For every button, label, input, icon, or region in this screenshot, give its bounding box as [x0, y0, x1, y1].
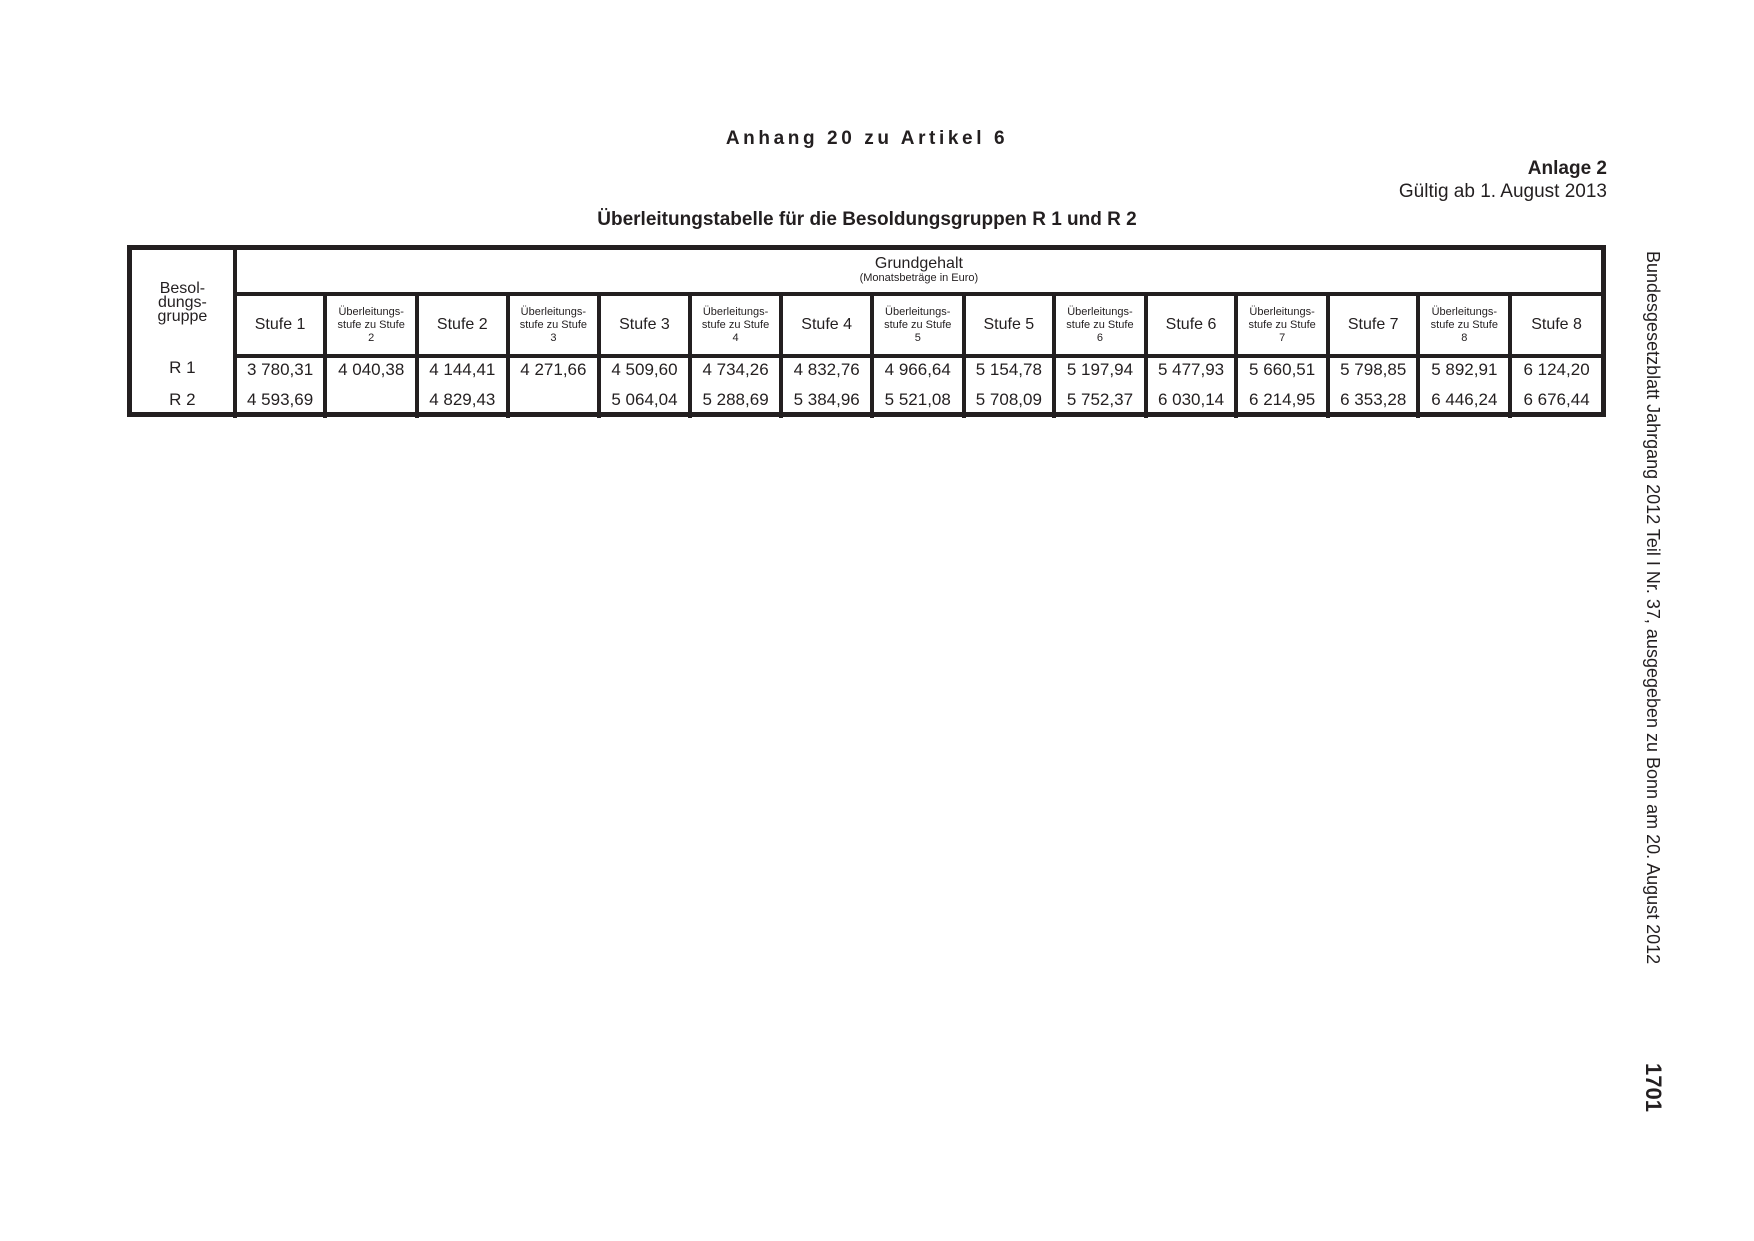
salary-cell: 4 832,76 [781, 356, 872, 390]
transition-stage-header [690, 294, 782, 356]
transition-header-line: 8 [1461, 331, 1468, 344]
gazette-reference: Bundesgesetzblatt Jahrgang 2012 Teil I Nr. 37, ausgegeben zu Bonn am 20. August 2012 [1643, 251, 1663, 965]
validity-date: Gültig ab 1. August 2013 [1398, 181, 1607, 202]
transition-stage-header [872, 294, 964, 356]
transition-header-line: stufe zu Stufe [337, 318, 405, 331]
transition-header-line: Überleitungs- [1067, 305, 1133, 318]
salary-cell: 6 030,14 [1146, 390, 1237, 418]
stufe-header: Stufe 5 [964, 294, 1055, 356]
group-cell: R 2 [169, 390, 196, 409]
transition-header-line: stufe zu Stufe [1066, 318, 1134, 331]
grundgehalt-subtitle: (Monatsbeträge in Euro) [859, 272, 979, 284]
transition-header-line: 3 [550, 331, 557, 344]
salary-cell: 6 676,44 [1510, 390, 1601, 418]
transition-header-line: Überleitungs- [702, 305, 769, 318]
salary-cell: 5 288,69 [690, 390, 782, 418]
group-header-line: dungs- [157, 294, 207, 311]
transition-header-line: stufe zu Stufe [1248, 318, 1316, 331]
salary-cell: 4 271,66 [508, 356, 600, 390]
transition-stage-header [1236, 294, 1328, 356]
transition-header-line: 7 [1279, 331, 1286, 344]
salary-cell: 5 384,96 [781, 390, 872, 418]
salary-cell: 4 040,38 [325, 356, 417, 390]
transition-table [127, 245, 1606, 417]
grundgehalt-header [235, 250, 1601, 294]
salary-cell: 4 734,26 [690, 356, 782, 390]
salary-cell: 4 593,69 [235, 390, 326, 418]
stufe-header: Stufe 2 [417, 294, 508, 356]
group-header-line: gruppe [157, 308, 208, 325]
salary-cell: 4 509,60 [599, 356, 690, 390]
salary-cell: 5 708,09 [964, 390, 1055, 418]
transition-stage-header [325, 294, 417, 356]
salary-cell: 5 197,94 [1054, 356, 1146, 390]
transition-header-line: stufe zu Stufe [884, 318, 952, 331]
salary-cell: 4 966,64 [872, 356, 964, 390]
transition-header-line: Überleitungs- [1431, 305, 1498, 318]
table-row [132, 356, 1601, 390]
stufe-header: Stufe 4 [781, 294, 872, 356]
salary-cell: 6 446,24 [1418, 390, 1510, 418]
table-title: Überleitungstabelle für die Besoldungsgruppen R 1 und R 2 [597, 209, 1137, 230]
transition-header-line: Überleitungs- [338, 305, 404, 318]
table-row [132, 390, 1601, 418]
salary-cell [325, 390, 417, 418]
page-number: 1701 [1641, 1063, 1666, 1112]
salary-cell: 4 829,43 [417, 390, 508, 418]
group-header-line: Besol- [159, 280, 206, 297]
stufe-header: Stufe 7 [1328, 294, 1419, 356]
transition-header-line: 6 [1096, 331, 1103, 344]
transition-stage-header [508, 294, 600, 356]
stufe-header: Stufe 1 [235, 294, 326, 356]
transition-stage-header [1418, 294, 1510, 356]
salary-cell: 5 064,04 [599, 390, 690, 418]
transition-stage-header [1054, 294, 1146, 356]
salary-cell: 3 780,31 [235, 356, 326, 390]
group-cell: R 1 [169, 358, 196, 377]
transition-header-line: stufe zu Stufe [1430, 318, 1498, 331]
salary-cell: 6 353,28 [1328, 390, 1419, 418]
salary-table [132, 250, 1601, 418]
salary-cell: 5 477,93 [1146, 356, 1237, 390]
salary-cell: 5 892,91 [1418, 356, 1510, 390]
group-header-cell [132, 250, 235, 356]
salary-cell: 5 154,78 [964, 356, 1055, 390]
grundgehalt-title: Grundgehalt [874, 255, 963, 272]
transition-header-line: 2 [368, 331, 375, 344]
salary-cell: 6 214,95 [1236, 390, 1328, 418]
stufe-header: Stufe 3 [599, 294, 690, 356]
salary-cell: 4 144,41 [417, 356, 508, 390]
attachment-label: Anlage 2 [1527, 158, 1607, 179]
salary-cell: 5 752,37 [1054, 390, 1146, 418]
stufe-header: Stufe 8 [1510, 294, 1601, 356]
transition-header-line: 4 [732, 331, 739, 344]
salary-cell: 5 521,08 [872, 390, 964, 418]
transition-header-line: Überleitungs- [1249, 305, 1315, 318]
salary-cell: 6 124,20 [1510, 356, 1601, 390]
transition-header-line: 5 [914, 331, 921, 344]
stufe-header: Stufe 6 [1146, 294, 1237, 356]
salary-cell: 5 798,85 [1328, 356, 1419, 390]
transition-header-line: Überleitungs- [885, 305, 951, 318]
transition-header-line: stufe zu Stufe [701, 318, 770, 331]
transition-header-line: stufe zu Stufe [519, 318, 587, 331]
salary-cell [508, 390, 600, 418]
transition-header-line: Überleitungs- [520, 305, 587, 318]
salary-cell: 5 660,51 [1236, 356, 1328, 390]
annex-heading: Anhang 20 zu Artikel 6 [725, 128, 1009, 149]
column-header-row [132, 294, 1601, 356]
